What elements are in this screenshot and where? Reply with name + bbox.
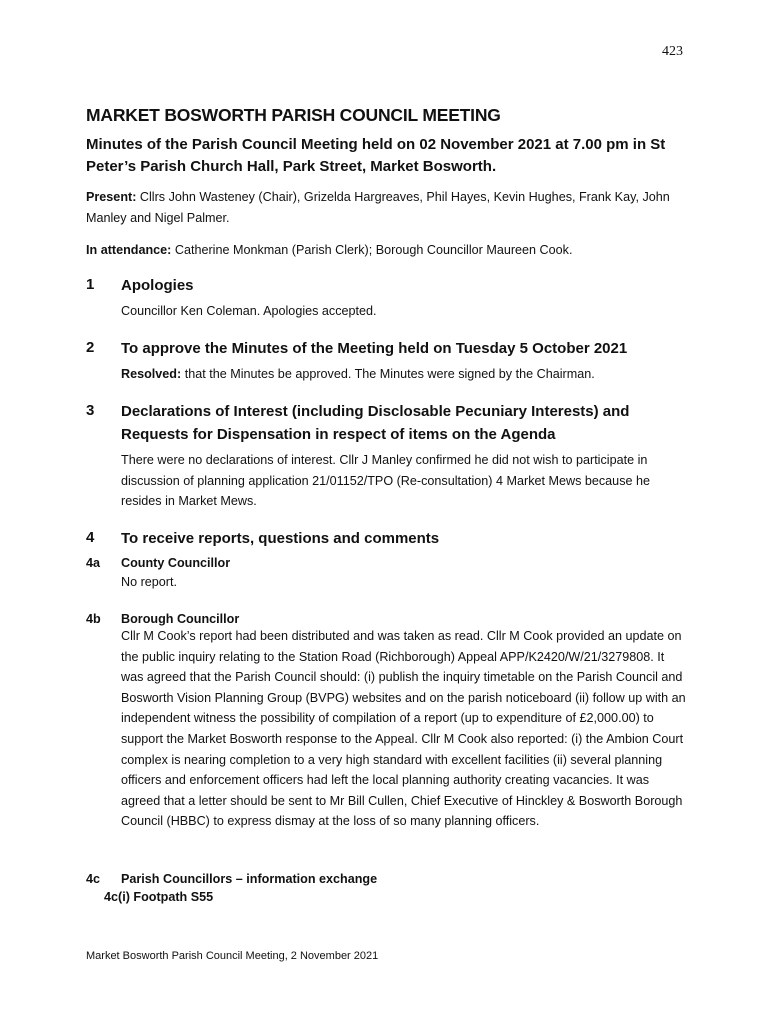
item-4-heading: To receive reports, questions and comments xyxy=(121,530,440,547)
document-title: MARKET BOSWORTH PARISH COUNCIL MEETING xyxy=(86,105,501,125)
item-1-heading: Apologies xyxy=(121,277,194,294)
attendance-text: Catherine Monkman (Parish Clerk); Borough Councillor Maureen Cook. xyxy=(171,243,573,257)
resolved-label: Resolved: xyxy=(121,367,182,381)
item-4b-heading: Borough Councillor xyxy=(121,612,240,626)
attendance-label: In attendance: xyxy=(86,243,172,257)
attendance-paragraph xyxy=(86,240,686,261)
item-4b-body: Cllr M Cook’s report had been distributed and was taken as read. Cllr M Cook provided an update on the public inquiry relating to the Station Road (Richborough) Appeal APP/K2420/W/21/3279808. It was agreed that the Parish Council should: (i) publish the inquiry timetable on the Parish Council and Bosworth Vision Planning Group (BVPG) websites and on the parish noticeboard (ii) follow up with an independent witness the possibility of compilation of a report (up to expenditure of £2,000.00) to support the Market Bosworth response to the Appeal. Cllr M Cook also reported: (i) the Ambion Court complex is nearing completion to a very high standard with excellent facilities (ii) several planning officers and enforcement officers had left the local planning authority creating vacancies. It was agreed that a letter should be sent to Mr Bill Cullen, Chief Executive of Hinckley & Bosworth Borough Council (HBBC) to express dismay at the loss of so many planning officers. xyxy=(121,629,686,829)
item-3-heading: Declarations of Interest (including Disclosable Pecuniary Interests) and Requests for Dispensation in respect of items on the Agenda xyxy=(121,403,630,443)
present-label: Present: xyxy=(86,190,137,204)
item-3-number: 3 xyxy=(86,402,95,419)
item-2-heading: To approve the Minutes of the Meeting held on Tuesday 5 October 2021 xyxy=(121,340,628,357)
item-4c-heading: Parish Councillors – information exchange xyxy=(121,872,378,886)
present-paragraph xyxy=(86,187,686,229)
item-1-body: Councillor Ken Coleman. Apologies accepted. xyxy=(121,304,377,318)
item-4c-number: 4c xyxy=(86,872,101,886)
page-number: 423 xyxy=(662,44,683,59)
present-text: Cllrs John Wasteney (Chair), Grizelda Hargreaves, Phil Hayes, Kevin Hughes, Frank Kay, John Manley and Nigel Palmer. xyxy=(86,190,670,225)
item-3-body: There were no declarations of interest. Cllr J Manley confirmed he did not wish to participate in discussion of planning application 21/01152/TPO (Re-consultation) 4 Market Mews because he resides in Market Mews. xyxy=(121,453,650,509)
item-2-body xyxy=(121,364,688,385)
item-4a-body: No report. xyxy=(121,575,177,589)
page-footer: Market Bosworth Parish Council Meeting, 2 November 2021 xyxy=(86,950,379,962)
item-4c-subheading: 4c(i) Footpath S55 xyxy=(104,890,214,904)
item-4a-heading: County Councillor xyxy=(121,556,231,570)
item-4a-number: 4a xyxy=(86,556,101,570)
resolved-text: that the Minutes be approved. The Minutes were signed by the Chairman. xyxy=(181,367,595,381)
item-1-number: 1 xyxy=(86,276,95,293)
item-4-number: 4 xyxy=(86,529,95,546)
item-4b-number: 4b xyxy=(86,612,101,626)
document-subtitle: Minutes of the Parish Council Meeting held on 02 November 2021 at 7.00 pm in St Peter’s Parish Church Hall, Park Street, Market Bosworth. xyxy=(86,136,666,175)
item-2-number: 2 xyxy=(86,339,95,356)
